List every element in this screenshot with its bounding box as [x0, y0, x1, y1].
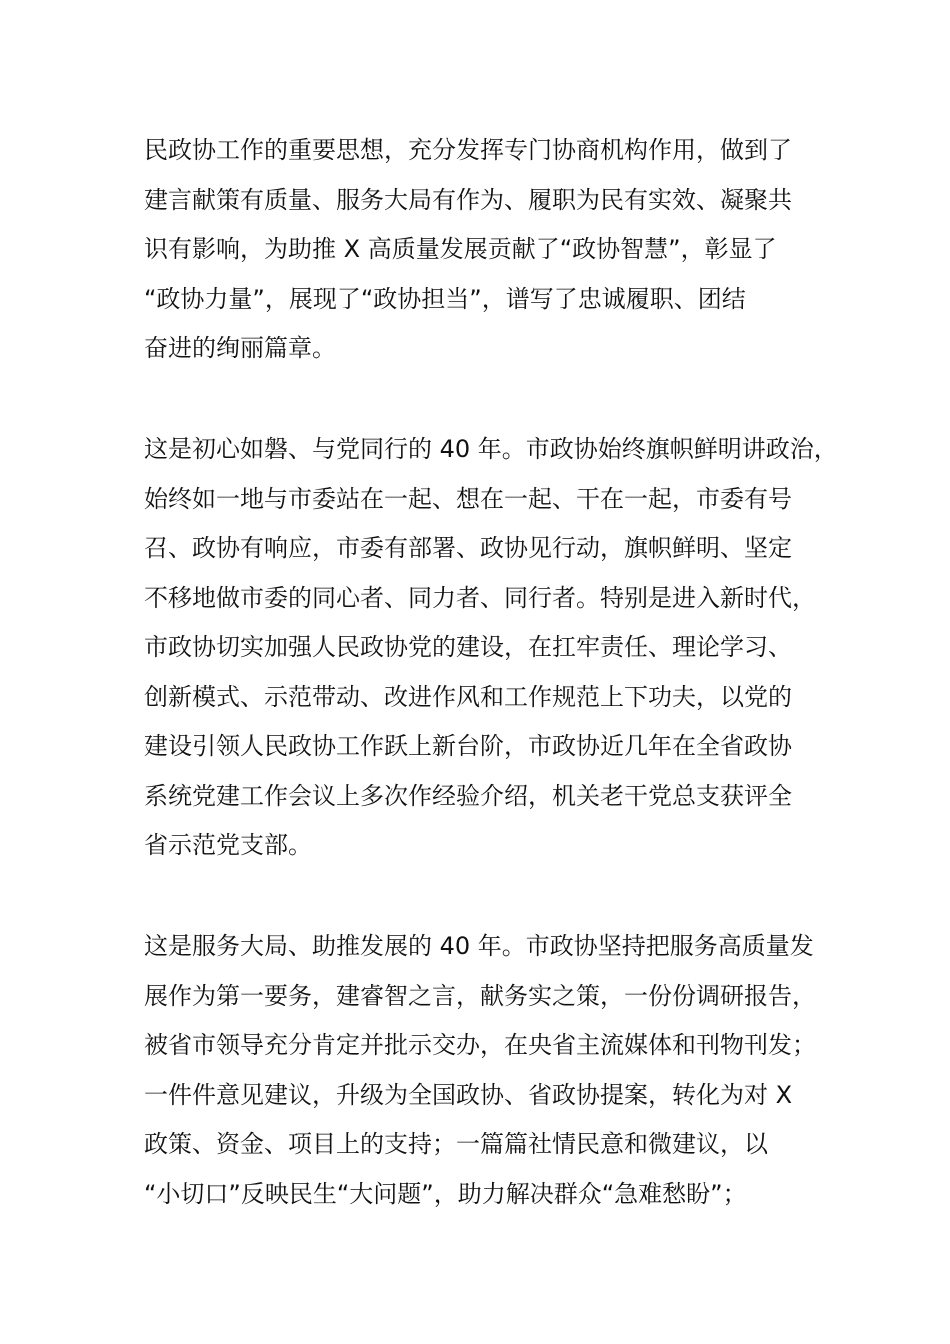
text-line: 这是服务大局、助推发展的 40 年。市政协坚持把服务高质量发: [144, 932, 814, 960]
text-line: 识有影响，为助推 X 高质量发展贡献了“政协智慧”，彰显了: [144, 235, 777, 263]
text-line: 建言献策有质量、服务大局有作为、履职为民有实效、凝聚共: [144, 185, 792, 214]
text-line: 创新模式、示范带动、改进作风和工作规范上下功夫，以党的: [144, 682, 792, 711]
paragraph-1: [144, 126, 824, 374]
text-line: 省示范党支部。: [144, 831, 312, 859]
text-line: 政策、资金、项目上的支持；一篇篇社情民意和微建议，以: [144, 1130, 768, 1158]
text-line: 被省市领导充分肯定并批示交办，在央省主流媒体和刊物刊发；: [144, 1031, 816, 1059]
text-line: 展作为第一要务，建睿智之言，献务实之策，一份份调研报告，: [144, 981, 816, 1010]
paragraph-3: [144, 922, 824, 1219]
text-line: 这是初心如磐、与党同行的 40 年。市政协始终旗帜鲜明讲政治，: [144, 435, 838, 463]
text-line: 一件件意见建议，升级为全国政协、省政协提案，转化为对 X: [144, 1080, 793, 1109]
text-line: 市政协切实加强人民政协党的建设，在扛牢责任、理论学习、: [144, 633, 792, 661]
text-line: 民政协工作的重要思想，充分发挥专门协商机构作用，做到了: [144, 136, 792, 164]
text-line: 奋进的绚丽篇章。: [144, 334, 336, 362]
text-line: 建设引领人民政协工作跃上新台阶，市政协近几年在全省政协: [144, 732, 792, 760]
text-line: 系统党建工作会议上多次作经验介绍，机关老干党总支获评全: [144, 781, 792, 810]
text-line: “政协力量”，展现了“政协担当”，谱写了忠诚履职、团结: [144, 284, 746, 313]
text-line: 始终如一地与市委站在一起、想在一起、干在一起，市委有号: [144, 484, 792, 513]
text-line: 不移地做市委的同心者、同力者、同行者。特别是进入新时代，: [144, 583, 816, 612]
text-line: “小切口”反映民生“大问题”，助力解决群众“急难愁盼”；: [144, 1179, 747, 1208]
paragraph-2: [144, 425, 838, 871]
text-line: 召、政协有响应，市委有部署、政协见行动，旗帜鲜明、坚定: [144, 534, 792, 562]
